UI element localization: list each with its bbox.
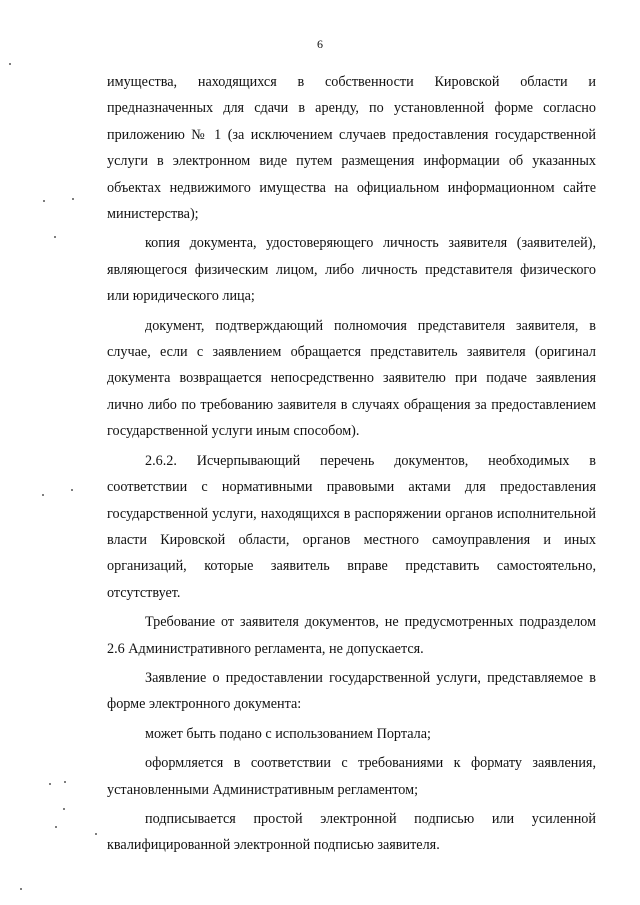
scan-speck [64,781,66,783]
scan-speck [49,783,51,785]
paragraph-electronic-application: Заявление о предоставлении государственной услуги, представляемое в форме электронного документа: [107,669,596,713]
scan-speck [9,63,11,65]
paragraph-requirement: Требование от заявителя документов, не предусмотренных подразделом 2.6 Административного регламента, не допускается. [107,614,596,657]
scan-speck [71,489,73,491]
page-number: 6 [317,37,323,51]
scan-speck [63,808,65,810]
scan-speck [72,198,74,200]
scan-speck [54,236,56,238]
scan-speck [55,826,57,828]
paragraph-signature: подписывается простой электронной подписью или усиленной квалифицированной электронной подписью заявителя. [107,810,596,854]
document-body [107,69,596,859]
paragraph-property-application: имущества, находящихся в собственности Кировской области и предназначенных для сдачи в аренду, по установленной форме согласно приложению № 1 (за исключением случаев предоставления государственной услуги в электронном виде путем размещения информации об указанных объектах недвижимого имущества на официальном информационном сайте министерства); [107,74,596,223]
scan-speck [95,833,97,835]
paragraph-format: оформляется в соответствии с требованиями к формату заявления, установленными Административным регламентом; [107,755,596,798]
scan-speck [20,888,22,890]
scan-speck [42,494,44,496]
paragraph-identity-document: копия документа, удостоверяющего личность заявителя (заявителей), являющегося физическим лицом, либо личность представителя физического или юридического лица; [107,235,596,305]
scan-speck [43,200,45,202]
paragraph-2-6-2: 2.6.2. Исчерпывающий перечень документов, необходимых в соответствии с нормативными правовыми актами для предоставления государственной услуги, находящихся в распоряжении органов исполнительной власти Кировской области, органов местного самоуправления и иных организаций, которые заявитель вправе представить самостоятельно, отсутствует. [107,452,596,601]
paragraph-authority-document: документ, подтверждающий полномочия представителя заявителя, в случае, если с заявлением обращается представитель заявителя (оригинал документа возвращается непосредственно заявителю при подаче заявления лично либо по требованию заявителя в случаях обращения за предоставлением государственной услуги иным способом). [107,317,596,440]
paragraph-portal: может быть подано с использованием Портала; [145,725,431,742]
